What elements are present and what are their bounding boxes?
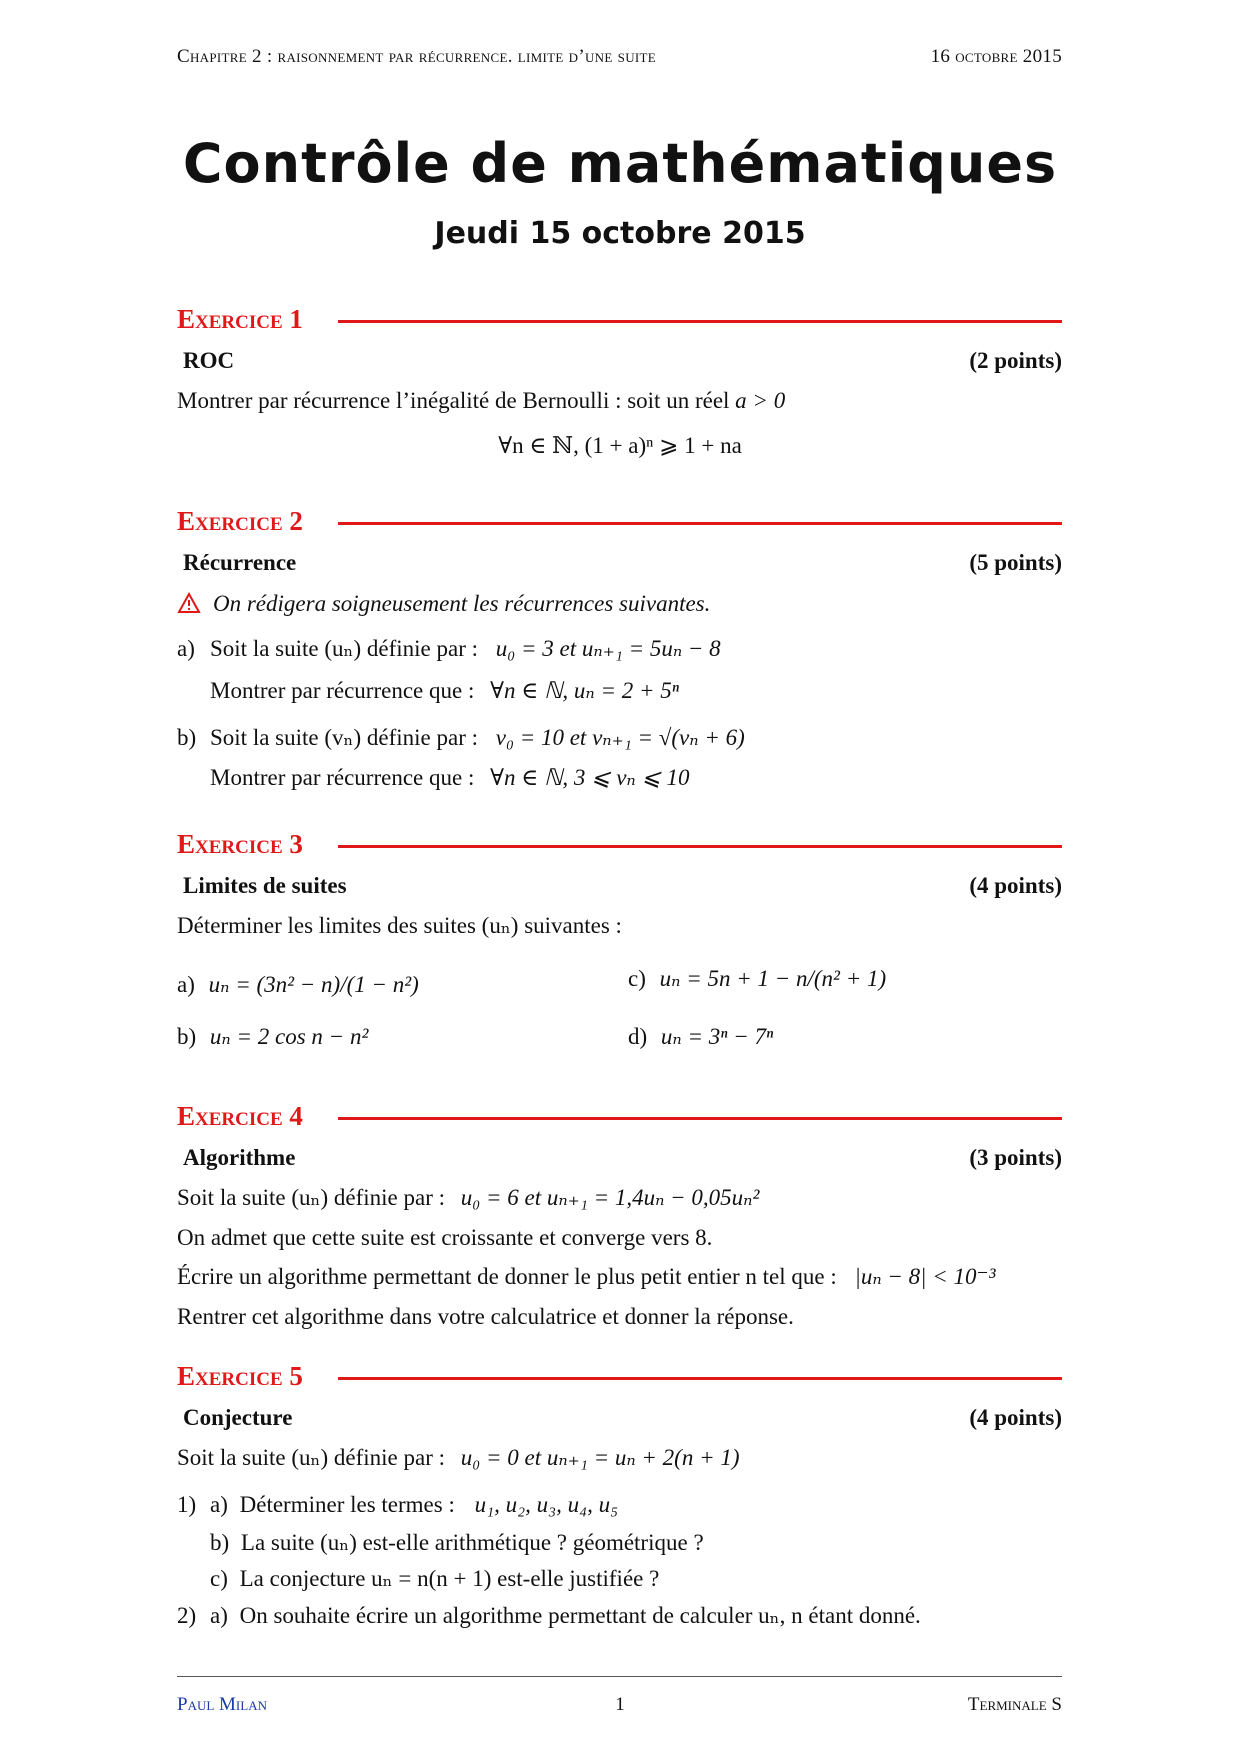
exercise-4-subtitle: Algorithme: [183, 1145, 296, 1170]
exercise-2-b-label: b): [177, 725, 197, 750]
exercise-5-line1: Soit la suite (uₙ) définie par : u₀ = 0 et uₙ₊₁ = uₙ + 2(n + 1): [177, 1445, 740, 1470]
exercise-2-b-show: Montrer par récurrence que : ∀n ∈ ℕ, 3 ⩽ vₙ ⩽ 10: [210, 765, 690, 790]
running-header-chapter: Chapitre 2 : raisonnement par récurrence. limite d’une suite: [177, 46, 656, 67]
exercise-2-rule: [338, 522, 1062, 525]
exercise-4-line2: On admet que cette suite est croissante et converge vers 8.: [177, 1225, 713, 1250]
exercise-5-rule: [338, 1377, 1062, 1380]
exercise-2-a-label: a): [177, 636, 195, 661]
exercise-2-a-show: Montrer par récurrence que : ∀n ∈ ℕ, uₙ = 2 + 5ⁿ: [210, 678, 680, 703]
exercise-4-rule: [338, 1117, 1062, 1120]
exercise-2-a-text: Soit la suite (uₙ) définie par : u₀ = 3 et uₙ₊₁ = 5uₙ − 8: [210, 636, 721, 661]
running-header-date: 16 octobre 2015: [930, 46, 1062, 67]
exercise-3-rule: [338, 845, 1062, 848]
exercise-5-q2a: a) On souhaite écrire un algorithme permettant de calculer uₙ, n étant donné.: [210, 1603, 921, 1628]
footer-author: Paul Milan: [177, 1694, 267, 1715]
footer-page-number: 1: [615, 1694, 625, 1715]
exercise-1-rule: [338, 320, 1062, 323]
exercise-2-subtitle: Récurrence: [183, 550, 297, 575]
exercise-3-subtitle: Limites de suites: [183, 873, 347, 898]
exercise-3-a: a) uₙ = (3n² − n)/(1 − n²): [177, 972, 419, 997]
exercise-5-q1a: a) Déterminer les termes : u₁, u₂, u₃, u₄, u₅: [210, 1492, 619, 1517]
warning-icon: [177, 592, 201, 620]
exercise-1-intro: Montrer par récurrence l’inégalité de Bernoulli : soit un réel a > 0: [177, 388, 786, 413]
footer-class: Terminale S: [967, 1694, 1062, 1715]
exercise-1-points: (2 points): [969, 348, 1062, 373]
exercise-2-title: Exercice 2: [177, 506, 303, 536]
exercise-1-formula: ∀n ∈ ℕ, (1 + a)ⁿ ⩾ 1 + na: [498, 433, 742, 458]
page-subtitle: Jeudi 15 octobre 2015: [434, 216, 806, 251]
exercise-3-c: c) uₙ = 5n + 1 − n/(n² + 1): [628, 966, 887, 991]
exercise-5-q1-label: 1): [177, 1492, 197, 1517]
exercise-5-q1c: c) La conjecture uₙ = n(n + 1) est-elle justifiée ?: [210, 1566, 660, 1591]
exercise-3-b: b) uₙ = 2 cos n − n²: [177, 1024, 369, 1049]
exercise-5-q1b: b) La suite (uₙ) est-elle arithmétique ? géométrique ?: [210, 1530, 704, 1555]
page-title: Contrôle de mathématiques: [182, 132, 1058, 195]
exercise-4-line3: Écrire un algorithme permettant de donner le plus petit entier n tel que : |uₙ − 8| < 10⁻³: [177, 1264, 996, 1289]
exercise-4-line4: Rentrer cet algorithme dans votre calculatrice et donner la réponse.: [177, 1304, 794, 1329]
exercise-3-d: d) uₙ = 3ⁿ − 7ⁿ: [628, 1024, 774, 1049]
exercise-5-title: Exercice 5: [177, 1361, 303, 1391]
exercise-1-title: Exercice 1: [177, 304, 303, 334]
exercise-4-points: (3 points): [969, 1145, 1062, 1170]
exercise-3-intro: Déterminer les limites des suites (uₙ) suivantes :: [177, 913, 622, 938]
exercise-2-note: On rédigera soigneusement les récurrences suivantes.: [177, 591, 710, 620]
exercise-4-title: Exercice 4: [177, 1101, 303, 1131]
exercise-2-b-text: Soit la suite (vₙ) définie par : v₀ = 10 et vₙ₊₁ = √(vₙ + 6): [210, 725, 745, 750]
exercise-3-points: (4 points): [969, 873, 1062, 898]
exercise-5-q2-label: 2): [177, 1603, 197, 1628]
exercise-3-title: Exercice 3: [177, 829, 303, 859]
exercise-2-points: (5 points): [969, 550, 1062, 575]
footer-rule: [177, 1676, 1062, 1677]
exercise-4-line1: Soit la suite (uₙ) définie par : u₀ = 6 et uₙ₊₁ = 1,4uₙ − 0,05uₙ²: [177, 1185, 760, 1210]
exercise-5-points: (4 points): [969, 1405, 1062, 1430]
exercise-1-subtitle: ROC: [183, 348, 235, 373]
exercise-5-subtitle: Conjecture: [183, 1405, 293, 1430]
